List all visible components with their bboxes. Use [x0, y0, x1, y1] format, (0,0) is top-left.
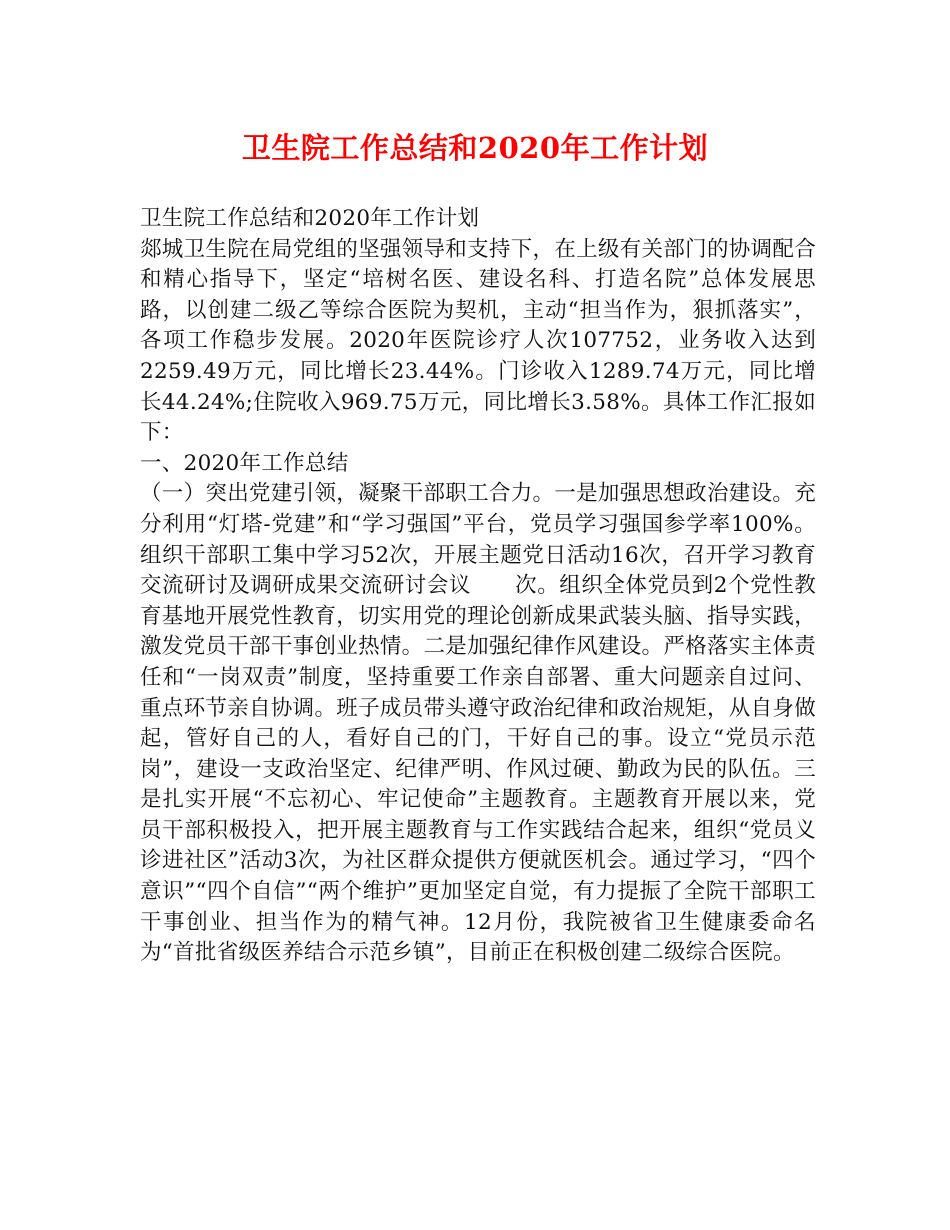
- document-title: 卫生院工作总结和2020年工作计划: [241, 131, 709, 165]
- paragraph-intro: 郯城卫生院在局党组的坚强领导和支持下，在上级有关部门的协调配合和精心指导下，坚定“培树名医、建设名科、打造名院”总体发展思路，以创建二级乙等综合医院为契机，主动“担当作为，狠抓落实”，各项工作稳步发展。2020年医院诊疗人次107752，业务收入达到2259.49万元，同比增长23.44%。门诊收入1289.74万元，同比增长44.24%;住院收入969.75万元，同比增长3.58%。具体工作汇报如下：: [140, 236, 816, 446]
- section-heading: 一、2020年工作总结: [140, 450, 349, 476]
- paragraph-party-building: （一）突出党建引领，凝聚干部职工合力。一是加强思想政治建设。充分利用“灯塔-党建”和“学习强国”平台，党员学习强国参学率100%。组织干部职工集中学习52次，开展主题党日活动16次，召开学习教育交流研讨及调研成果交流研讨会议 次。组织全体党员到2个党性教育基地开展党性教育，切实用党的理论创新成果武装头脑、指导实践，激发党员干部干事创业热情。二是加强纪律作风建设。严格落实主体责任和“一岗双责”制度，坚持重要工作亲自部署、重大问题亲自过问、重点环节亲自协调。班子成员带头遵守政治纪律和政治规矩，从自身做起，管好自己的人，看好自己的门，干好自己的事。设立“党员示范岗”，建设一支政治坚定、纪律严明、作风过硬、勤政为民的队伍。三是扎实开展“不忘初心、牢记使命”主题教育。主题教育开展以来，党员干部积极投入，把开展主题教育与工作实践结合起来，组织“党员义诊进社区”活动3次，为社区群众提供方便就医机会。通过学习，“四个意识”“四个自信”“两个维护”更加坚定自觉，有力提振了全院干部职工干事创业、担当作为的精气神。12月份，我院被省卫生健康委命名为“首批省级医养结合示范乡镇”，目前正在积极创建二级综合医院。: [140, 481, 816, 966]
- document-body: [140, 204, 816, 969]
- paragraph-subtitle: 卫生院工作总结和2020年工作计划: [140, 206, 480, 231]
